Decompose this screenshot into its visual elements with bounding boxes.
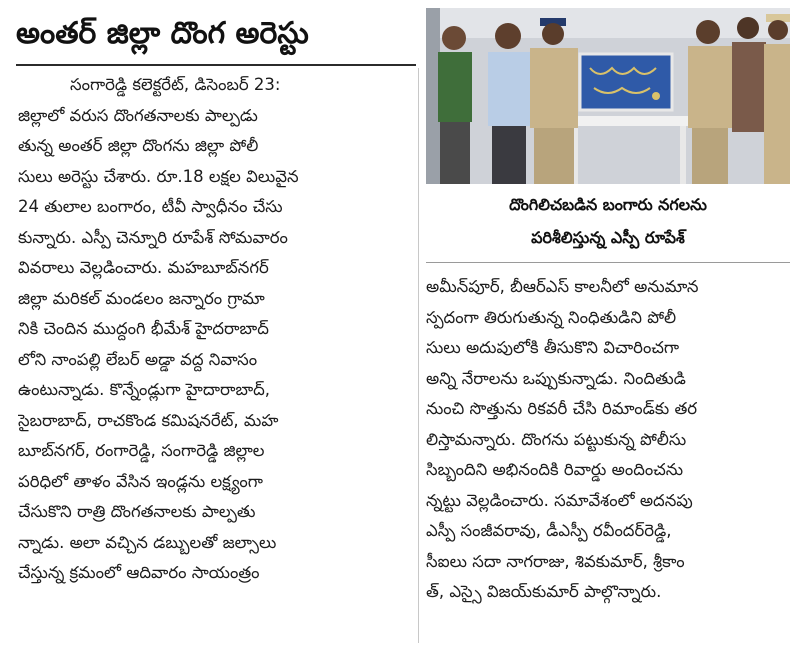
body-line: సీఐలు సదా నాగరాజు, శివకుమార్, శ్రీకాం bbox=[426, 551, 685, 571]
body-line: చేస్తున్న క్రమంలో ఆదివారం సాయంత్రం bbox=[18, 563, 260, 582]
body-line: పరిధిలో తాళం వేసిన ఇండ్లను లక్ష్యంగా bbox=[18, 471, 263, 491]
body-line: న్నట్టు వెల్లడించారు. సమావేశంలో అదనపు bbox=[426, 490, 693, 510]
left-column bbox=[18, 70, 414, 589]
body-line: అన్ని నేరాలను ఒప్పుకున్నాడు. నిందితుడి bbox=[426, 368, 686, 388]
body-line: లిస్తామన్నారు. దొంగను పట్టుకున్న పోలీసు bbox=[426, 429, 687, 449]
body-line: జిల్లా మరికల్ మండలం జన్నారం గ్రామా bbox=[18, 288, 265, 308]
news-photo bbox=[426, 8, 790, 184]
headline: అంతర్ జిల్లా దొంగ అరెస్టు bbox=[16, 16, 309, 51]
body-line: చేసుకొని రాత్రి దొంగతనాలకు పాల్పతు bbox=[18, 502, 256, 521]
dateline: సంగారెడ్డి కలెక్టరేట్, డిసెంబర్ 23: bbox=[70, 75, 281, 94]
body-line: నికి చెందిన ముద్దంగి భీమేశ్ హైదరాబాద్ bbox=[18, 319, 269, 338]
body-line: కున్నారు. ఎస్పీ చెన్నూరి రూపేశ్ సోమవారం bbox=[18, 227, 288, 247]
body-line: సులు అరెస్టు చేశారు. రూ.18 లక్షల విలువైన bbox=[18, 166, 299, 186]
body-line: అమీన్‌పూర్, బీఆర్ఎస్ కాలనీలో అనుమాన bbox=[426, 277, 699, 296]
right-column bbox=[426, 272, 790, 608]
body-line: 24 తులాల బంగారం, టీవీ స్వాధీనం చేసు bbox=[18, 197, 283, 216]
body-line: త్, ఎస్సై విజయ్‌కుమార్ పాల్గొన్నారు. bbox=[426, 582, 662, 601]
body-line: సిబ్బందిని అభినందికి రివార్డు అందించను bbox=[426, 460, 684, 479]
body-line: ఎస్పీ సంజీవరావు, డీఎస్పీ రవీందర్‌రెడ్డి, bbox=[426, 521, 672, 540]
caption-line: దొంగిలిచబడిన బంగారు నగలను bbox=[509, 195, 707, 214]
body-line: తున్న అంతర్ జిల్లా దొంగను జిల్లా పోలీ bbox=[18, 136, 259, 155]
body-line: సైబరాబాద్, రాచకొండ కమిషనరేట్, మహ bbox=[18, 410, 279, 430]
caption-line: పరిశీలిస్తున్న ఎస్పీ రూపేశ్ bbox=[531, 228, 685, 247]
photo-caption bbox=[426, 188, 790, 258]
body-line: లోని నాంపల్లి లేబర్ అడ్డా వద్ద నివాసం bbox=[18, 349, 258, 369]
body-line: సులు అదుపులోకి తీసుకొని విచారించగా bbox=[426, 338, 680, 357]
body-line: స్పదంగా తిరుగుతున్న నింధితుడిని పోలీ bbox=[426, 307, 677, 327]
body-line: వివరాలు వెల్లడించారు. మహబూబ్‌నగర్ bbox=[18, 258, 269, 277]
column-divider bbox=[418, 68, 419, 643]
body-line: బూబ్‌నగర్, రంగారెడ్డి, సంగారెడ్డి జిల్లాల bbox=[18, 441, 265, 460]
body-line: జిల్లాలో వరుస దొంగతనాలకు పాల్పడు bbox=[18, 105, 258, 125]
body-line: నుంచి సొత్తును రికవరీ చేసి రిమాండ్‌కు తర bbox=[426, 399, 698, 418]
headline-rule bbox=[16, 64, 416, 66]
body-line: న్నాడు. అలా వచ్చిన డబ్బులతో జల్సాలు bbox=[18, 532, 277, 552]
body-line: ఉంటున్నాడు. కొన్నేండ్లుగా హైదారాబాద్, bbox=[18, 380, 271, 399]
caption-rule bbox=[426, 262, 790, 263]
